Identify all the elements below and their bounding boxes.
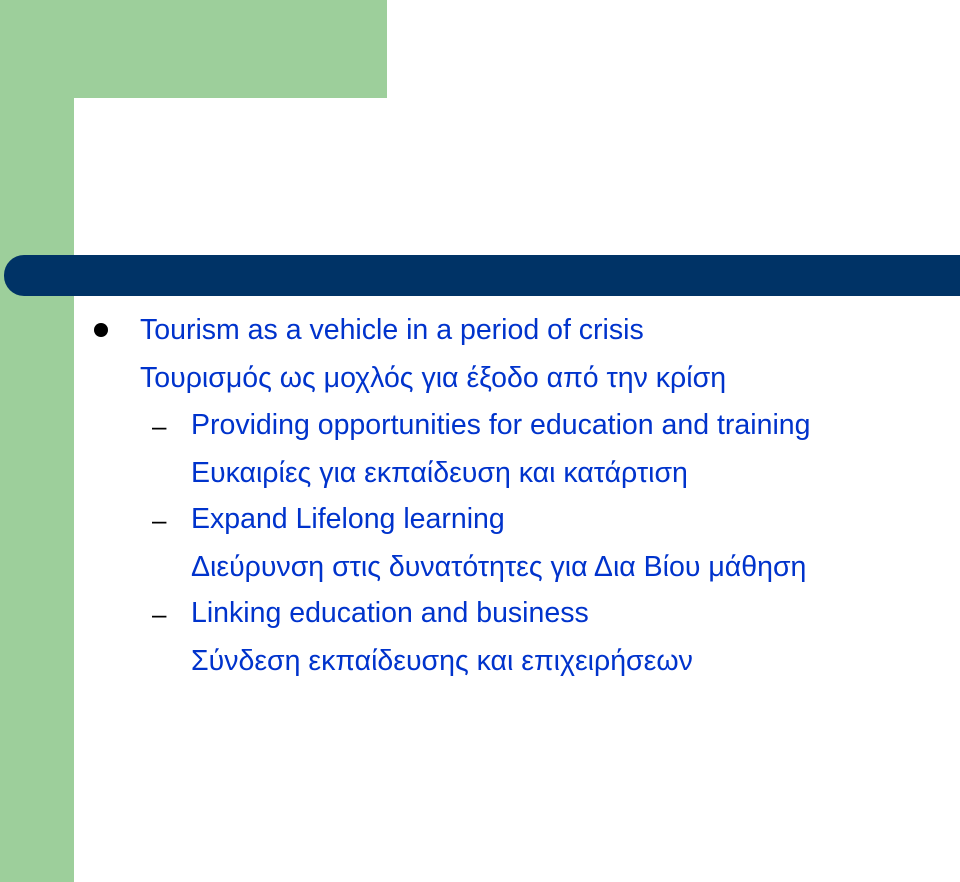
sub-point-1-english: Providing opportunities for education and training — [191, 409, 811, 441]
main-point-greek: Τουρισμός ως μοχλός για έξοδο από την κρίση — [140, 362, 727, 394]
bullet-icon — [94, 323, 108, 337]
dash-icon: – — [152, 411, 167, 441]
sub-point-3-english: Linking education and business — [191, 597, 589, 629]
sub-point-2-english: Expand Lifelong learning — [191, 503, 505, 535]
dash-icon: – — [152, 599, 167, 629]
dash-icon: – — [152, 505, 167, 535]
sub-point-3-greek: Σύνδεση εκπαίδευσης και επιχειρήσεων — [191, 645, 693, 677]
main-point-english: Tourism as a vehicle in a period of crisis — [140, 314, 644, 346]
sub-point-1-greek: Ευκαιρίες για εκπαίδευση και κατάρτιση — [191, 457, 688, 489]
sub-point-2-greek: Διεύρυνση στις δυνατότητες για Δια Βίου μάθηση — [191, 551, 807, 583]
